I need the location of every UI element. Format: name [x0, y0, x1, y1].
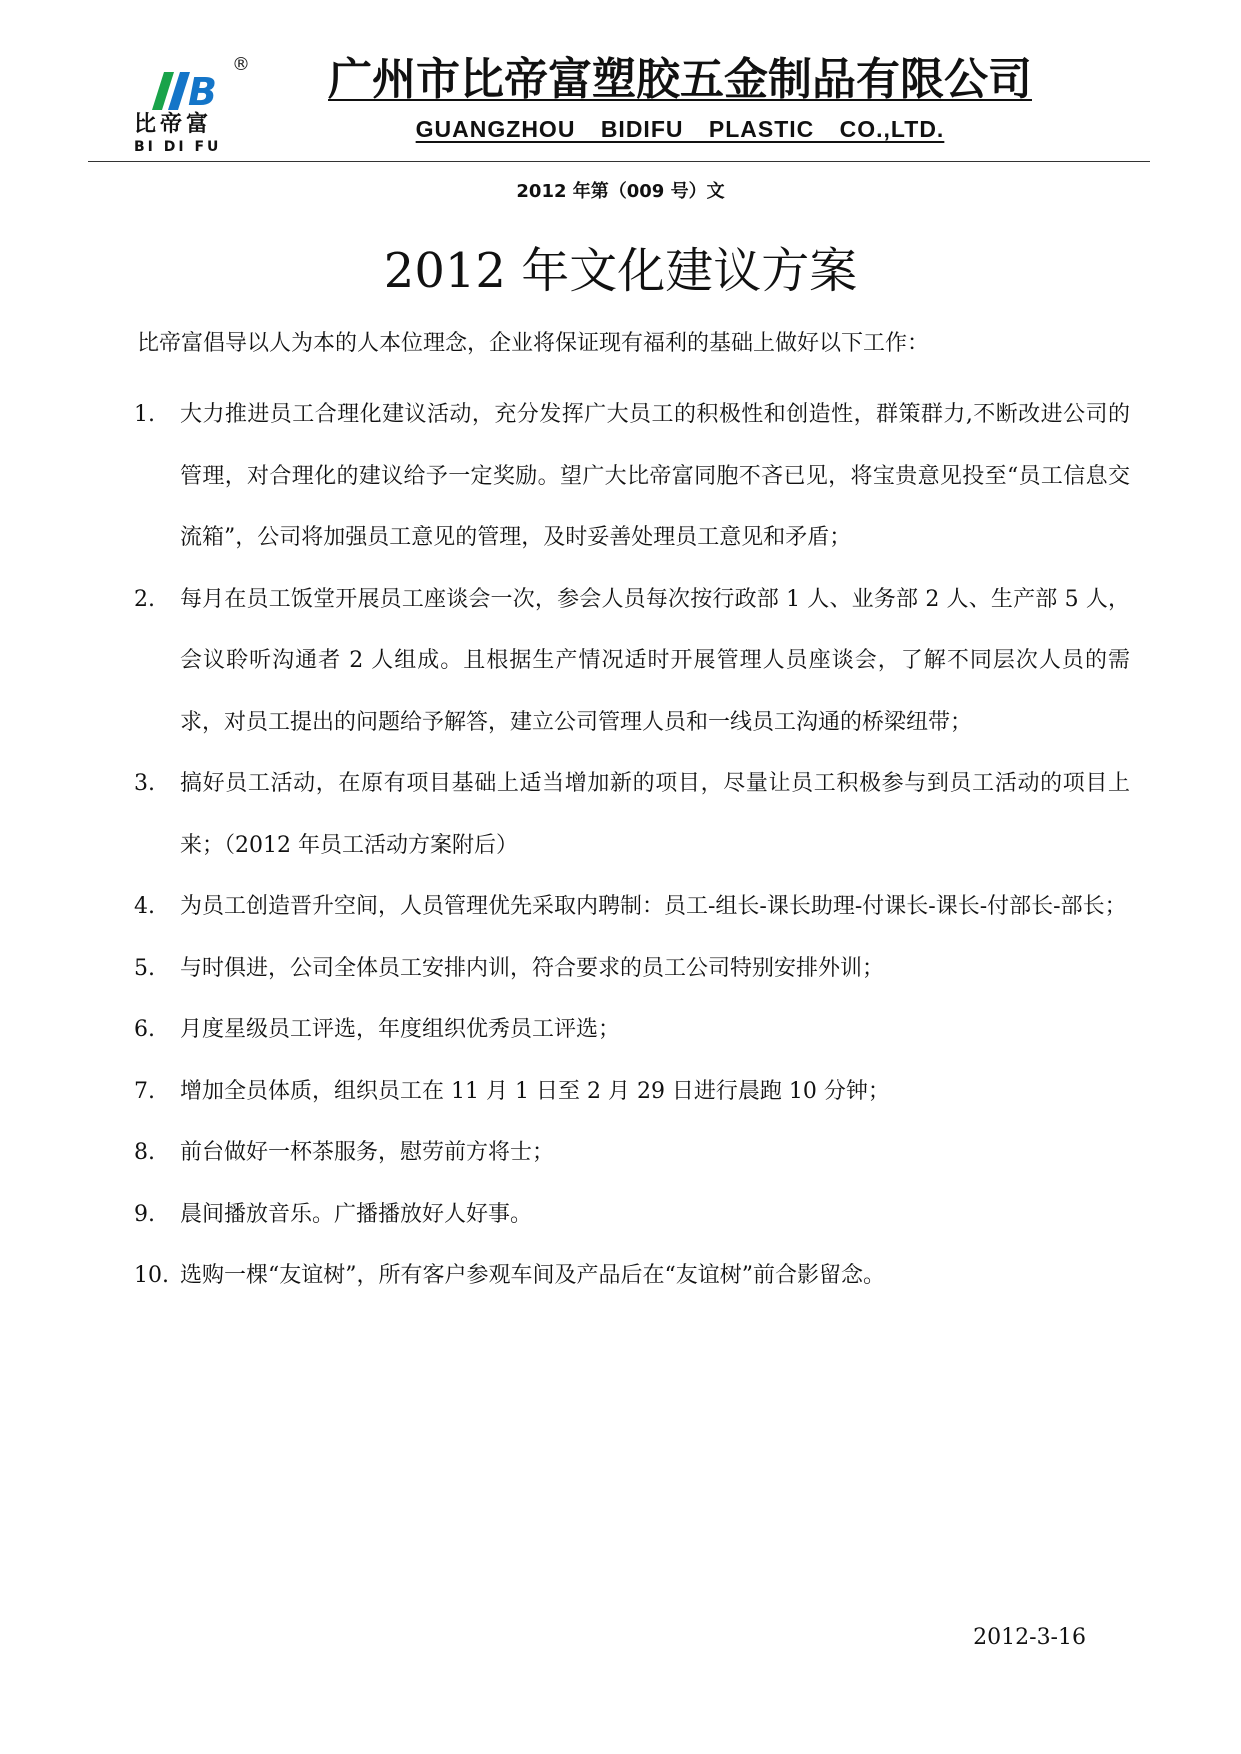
- list-item-number: 9.: [134, 1201, 155, 1227]
- company-english-name: GUANGZHOU BIDIFU PLASTIC CO.,LTD.: [415, 116, 945, 142]
- list-item-text: 增加全员体质，组织员工在 11 月 1 日至 2 月 29 日进行晨跑 10 分钟；: [180, 1078, 890, 1104]
- list-item-text: 为员工创造晋升空间，人员管理优先采取内聘制：员工-组长-课长助理-付课长-课长-付部长-部长；: [180, 894, 1127, 919]
- list-item-number: 2.: [134, 586, 155, 612]
- list-item-text: 月度星级员工评选，年度组织优秀员工评选；: [180, 1017, 621, 1042]
- list-item-number: 5.: [134, 955, 155, 981]
- bidifu-logo-mark: [150, 68, 234, 112]
- list-item-number: 10.: [134, 1263, 169, 1288]
- company-chinese-name: 广州市比帝富塑胶五金制品有限公司: [328, 54, 1032, 105]
- list-item: [120, 1245, 1130, 1307]
- list-item-text: 每月在员工饭堂开展员工座谈会一次，参会人员每次按行政部 1 人、业务部 2 人、生产部 5 人，会议聆听沟通者 2 人组成。且根据生产情况适时开展管理人员座谈会，了解不同层次人员的需求，对员工提出的问题给予解答，建立公司管理人员和一线员工沟通的桥梁纽带；: [180, 586, 1130, 735]
- list-item-text: 搞好员工活动，在原有项目基础上适当增加新的项目，尽量让员工积极参与到员工活动的项目上来；（2012 年员工活动方案附后）: [180, 771, 1130, 858]
- list-item: [120, 384, 1130, 569]
- list-item: [120, 1184, 1130, 1246]
- proposal-list: [120, 384, 1130, 1307]
- list-item-text: 大力推进员工合理化建议活动，充分发挥广大员工的积极性和创造性，群策群力,不断改进公司的管理，对合理化的建议给予一定奖励。望广大比帝富同胞不吝已见，将宝贵意见投至“员工信息交流箱”，公司将加强员工意见的管理，及时妥善处理员工意见和矛盾；: [180, 402, 1130, 550]
- list-item-number: 3.: [134, 771, 155, 796]
- header-divider: [88, 161, 1150, 162]
- list-item-text: 前台做好一杯茶服务，慰劳前方将士；: [180, 1140, 555, 1165]
- list-item-number: 7.: [134, 1078, 155, 1104]
- registered-trademark-icon: ®: [232, 54, 250, 75]
- list-item-number: 1.: [134, 402, 155, 427]
- document-number: 2012 年第（009 号）文: [516, 181, 725, 202]
- list-item-number: 4.: [134, 894, 155, 919]
- list-item-number: 6.: [134, 1017, 155, 1042]
- document-title: 2012 年文化建议方案: [383, 243, 858, 299]
- list-item: [120, 569, 1130, 754]
- logo-mark-letter: B: [188, 70, 217, 112]
- list-item: [120, 753, 1130, 876]
- logo-english-name: BI DI FU: [134, 139, 222, 155]
- document-date: 2012-3-16: [973, 1625, 1086, 1650]
- list-item: [120, 999, 1130, 1061]
- list-item: [120, 1122, 1130, 1184]
- list-item: [120, 1061, 1130, 1123]
- list-item-text: 选购一棵“友谊树”，所有客户参观车间及产品后在“友谊树”前合影留念。: [180, 1263, 885, 1288]
- list-item-text: 晨间播放音乐。广播播放好人好事。: [180, 1201, 533, 1227]
- letterhead: [0, 0, 1241, 170]
- company-logo: [132, 56, 254, 156]
- list-item-number: 8.: [134, 1140, 155, 1165]
- list-item-text: 与时俱进，公司全体员工安排内训，符合要求的员工公司特别安排外训；: [180, 955, 885, 981]
- list-item: [120, 876, 1130, 938]
- logo-chinese-name: 比帝富: [134, 112, 213, 137]
- document-intro: 比帝富倡导以人为本的人本位理念，企业将保证现有福利的基础上做好以下工作：: [137, 331, 930, 356]
- list-item: [120, 938, 1130, 1000]
